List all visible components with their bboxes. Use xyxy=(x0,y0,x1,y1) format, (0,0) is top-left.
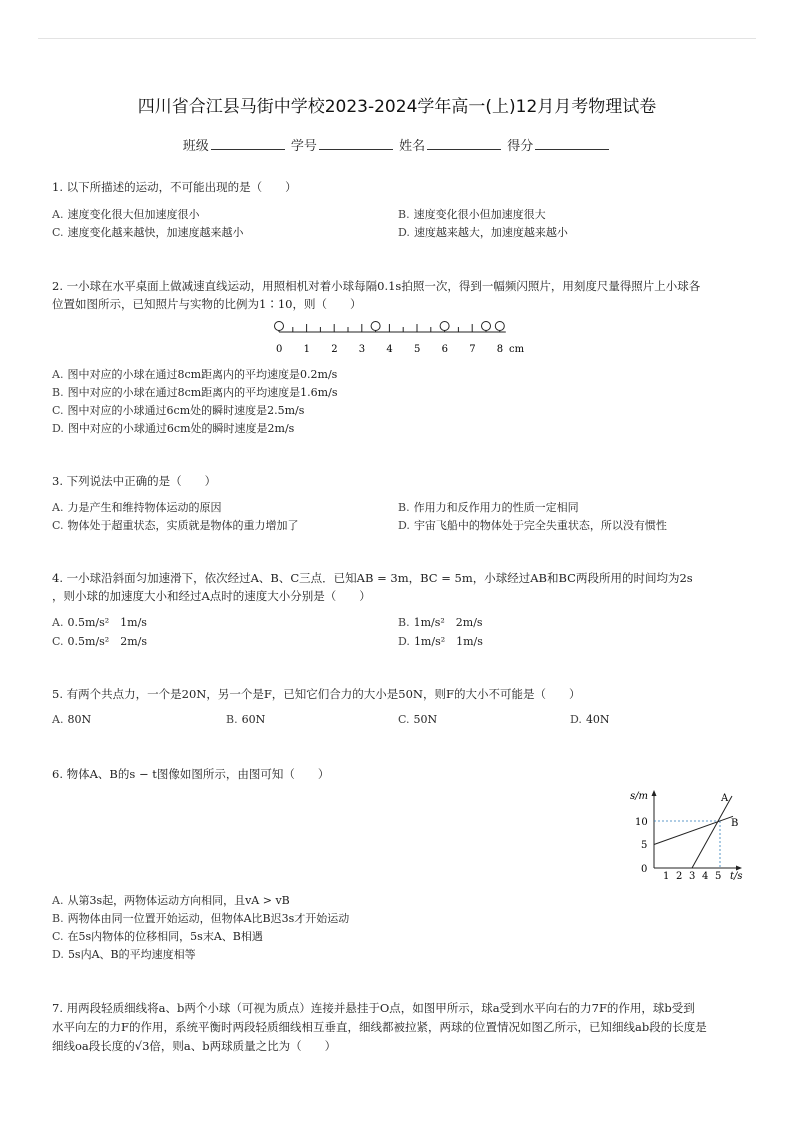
q5-option-b[interactable]: B. 60N xyxy=(226,713,266,726)
ruler-unit: cm xyxy=(509,344,525,355)
class-blank[interactable] xyxy=(211,137,285,150)
q6-option-b[interactable]: B. 两物体由同一位置开始运动，但物体A比B迟3s才开始运动 xyxy=(52,912,350,925)
score-blank[interactable] xyxy=(535,137,609,150)
q6-option-a[interactable]: A. 从第3s起，两物体运动方向相同，且vA > vB xyxy=(52,894,290,907)
graph-xtick-1: 1 xyxy=(663,871,670,882)
name-label: 姓名 xyxy=(399,139,426,154)
graph-y-arrow xyxy=(652,790,657,796)
ruler-ball xyxy=(482,322,491,331)
q6-option-d[interactable]: D. 5s内A、B的平均速度相等 xyxy=(52,948,196,961)
top-divider xyxy=(38,38,756,39)
q4-stem-line1: 4. 一小球沿斜面匀加速滑下，依次经过A、B、C三点．已知AB = 3m，BC = 5m，小球经过AB和BC两段所用的时间均为2s xyxy=(52,571,693,585)
ruler-tick-label: 7 xyxy=(469,344,476,355)
graph-label-b: B xyxy=(731,818,739,829)
q4-option-a[interactable]: A. 0.5m/s² 1m/s xyxy=(52,616,147,629)
q2-option-b[interactable]: B. 图中对应的小球在通过8cm距离内的平均速度是1.6m/s xyxy=(52,386,338,399)
q5-option-a[interactable]: A. 80N xyxy=(52,713,92,726)
q3-option-a[interactable]: A. 力是产生和维持物体运动的原因 xyxy=(52,501,222,514)
id-label: 学号 xyxy=(290,139,317,154)
q1-option-a[interactable]: A. 速度变化很大但加速度很小 xyxy=(52,208,200,221)
graph-xtick-4: 4 xyxy=(702,871,709,882)
graph-label-a: A xyxy=(721,793,729,804)
graph-ytick-0: 0 xyxy=(641,864,648,875)
ruler-tick-label: 1 xyxy=(303,344,310,355)
student-info-line xyxy=(0,135,794,154)
graph-xlabel: t/s xyxy=(730,871,743,882)
ruler-tick-label: 8 xyxy=(496,344,504,355)
q2-stem-line1: 2. 一小球在水平桌面上做减速直线运动，用照相机对着小球每隔0.1s拍照一次，得到一幅频闪照片，用刻度尺量得照片上小球各 xyxy=(52,279,701,293)
q2-option-d[interactable]: D. 图中对应的小球通过6cm处的瞬时速度是2m/s xyxy=(52,422,295,435)
ruler-tick-label: 0 xyxy=(276,344,283,355)
ruler-ticks xyxy=(279,324,506,332)
graph-xtick-5: 5 xyxy=(715,871,722,882)
q6-stem: 6. 物体A、B的s − t图像如图所示，由图可知（ ） xyxy=(52,767,330,781)
ruler-ball xyxy=(275,322,284,331)
q2-option-a[interactable]: A. 图中对应的小球在通过8cm距离内的平均速度是0.2m/s xyxy=(52,368,338,381)
score-label: 得分 xyxy=(507,139,534,154)
id-blank[interactable] xyxy=(319,137,393,150)
ruler-labels xyxy=(276,344,503,355)
q4-stem-line2: ，则小球的加速度大小和经过A点时的速度大小分别是（ ） xyxy=(52,589,371,603)
q3-stem: 3. 下列说法中正确的是（ ） xyxy=(52,474,217,488)
q3-option-b[interactable]: B. 作用力和反作用力的性质一定相同 xyxy=(398,501,579,514)
graph-ytick-5: 5 xyxy=(641,840,648,851)
q7-stem-line2: 水平向左的力F的作用，系统平衡时两段轻质细线相互垂直，细线都被拉紧，两球的位置情况如图乙所示，已知细线ab段的长度是 xyxy=(52,1020,707,1034)
ruler-tick-label: 4 xyxy=(386,344,393,355)
q1-option-b[interactable]: B. 速度变化很小但加速度很大 xyxy=(398,208,546,221)
ruler-tick-label: 2 xyxy=(331,344,338,355)
q2-option-c[interactable]: C. 图中对应的小球通过6cm处的瞬时速度是2.5m/s xyxy=(52,404,305,417)
q4-option-b[interactable]: B. 1m/s² 2m/s xyxy=(398,616,483,629)
name-blank[interactable] xyxy=(427,137,501,150)
page-title: 四川省合江县马街中学校2023-2024学年高一(上)12月月考物理试卷 xyxy=(137,97,657,117)
q4-option-c[interactable]: C. 0.5m/s² 2m/s xyxy=(52,635,147,648)
q7-stem-line1: 7. 用两段轻质细线将a、b两个小球（可视为质点）连接并悬挂于O点，如图甲所示，球a受到水平向右的力7F的作用，球b受到 xyxy=(52,1001,695,1015)
graph-xtick-2: 2 xyxy=(676,871,683,882)
class-label: 班级 xyxy=(182,139,209,154)
q3-option-c[interactable]: C. 物体处于超重状态，实质就是物体的重力增加了 xyxy=(52,519,299,532)
q2-stem-line2: 位置如图所示，已知照片与实物的比例为1∶10，则（ ） xyxy=(52,297,362,311)
ruler-tick-label: 6 xyxy=(441,344,448,355)
q1-stem: 1. 以下所描述的运动，不可能出现的是（ ） xyxy=(52,180,297,194)
graph-xtick-3: 3 xyxy=(689,871,696,882)
q4-option-d[interactable]: D. 1m/s² 1m/s xyxy=(398,635,483,648)
ruler-ball xyxy=(371,322,380,331)
graph-ylabel: s/m xyxy=(630,791,648,802)
graph-line-b xyxy=(654,816,733,844)
q5-stem: 5. 有两个共点力，一个是20N，另一个是F，已知它们合力的大小是50N，则F的大小不可能是（ ） xyxy=(52,687,581,701)
ruler-ball xyxy=(495,322,504,331)
q5-option-c[interactable]: C. 50N xyxy=(398,713,438,726)
ruler-ball xyxy=(440,322,449,331)
q2-ruler-figure xyxy=(266,316,528,358)
q7-stem-line3: 细线oa段长度的√3倍，则a、b两球质量之比为（ ） xyxy=(52,1039,337,1053)
q6-st-graph xyxy=(626,786,750,882)
ruler-tick-label: 3 xyxy=(358,344,366,355)
graph-x-arrow xyxy=(736,866,742,871)
q3-option-d[interactable]: D. 宇宙飞船中的物体处于完全失重状态，所以没有惯性 xyxy=(398,519,667,532)
q1-option-d[interactable]: D. 速度越来越大，加速度越来越小 xyxy=(398,226,568,239)
q6-option-c[interactable]: C. 在5s内物体的位移相同，5s末A、B相遇 xyxy=(52,930,263,943)
q1-option-c[interactable]: C. 速度变化越来越快，加速度越来越小 xyxy=(52,226,244,239)
q5-option-d[interactable]: D. 40N xyxy=(570,713,610,726)
graph-ytick-10: 10 xyxy=(635,817,648,828)
graph-line-a xyxy=(692,796,732,868)
ruler-tick-label: 5 xyxy=(414,344,421,355)
